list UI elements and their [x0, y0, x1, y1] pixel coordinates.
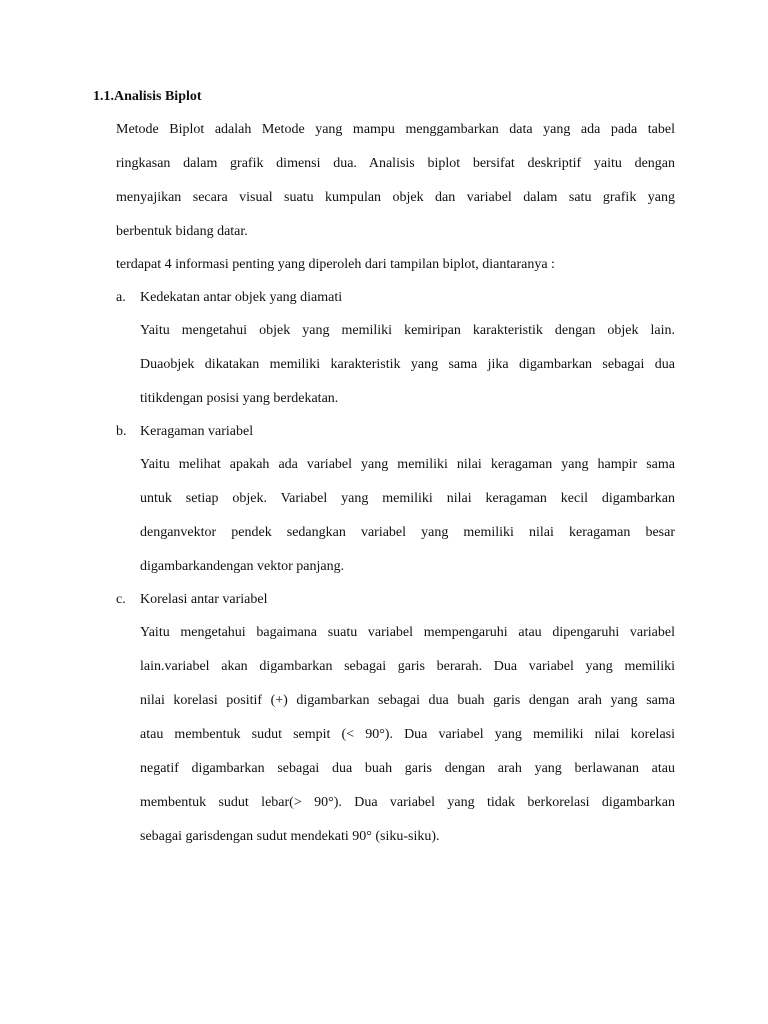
intro-line: menyajikan secara visual suatu kumpulan objek dan variabel dalam satu grafik yang — [116, 190, 675, 205]
info-intro-text: terdapat 4 informasi penting yang diperoleh dari tampilan biplot, diantaranya : — [116, 257, 555, 272]
item-b-paragraph — [140, 448, 675, 584]
intro-line: ringkasan dalam grafik dimensi dua. Analisis biplot bersifat deskriptif yaitu dengan — [116, 156, 675, 171]
paragraph-line: membentuk sudut lebar(> 90°). Dua variabel yang tidak berkorelasi digambarkan — [140, 795, 675, 810]
paragraph-line: negatif digambarkan sebagai dua buah garis dengan arah yang berlawanan atau — [140, 761, 675, 776]
section-heading: 1.1.Analisis Biplot — [93, 89, 202, 104]
intro-line: berbentuk bidang datar. — [116, 224, 248, 239]
paragraph-line: nilai korelasi positif (+) digambarkan sebagai dua buah garis dengan arah yang sama — [140, 693, 675, 708]
paragraph-line: denganvektor pendek sedangkan variabel yang memiliki nilai keragaman besar — [140, 525, 675, 540]
list-marker: c. — [116, 592, 126, 607]
list-marker: a. — [116, 290, 126, 305]
paragraph-line: digambarkandengan vektor panjang. — [140, 559, 345, 574]
paragraph-line: Yaitu melihat apakah ada variabel yang memiliki nilai keragaman yang hampir sama — [140, 457, 675, 472]
paragraph-line: lain.variabel akan digambarkan sebagai garis berarah. Dua variabel yang memiliki — [140, 659, 675, 674]
paragraph-line: Yaitu mengetahui bagaimana suatu variabel mempengaruhi atau dipengaruhi variabel — [140, 625, 675, 640]
intro-paragraph — [116, 113, 675, 249]
list-item-title: Kedekatan antar objek yang diamati — [140, 290, 343, 305]
paragraph-line: Yaitu mengetahui objek yang memiliki kemiripan karakteristik dengan objek lain. — [140, 323, 675, 338]
list-item-title: Keragaman variabel — [140, 424, 254, 439]
paragraph-line: Duaobjek dikatakan memiliki karakteristik yang sama jika digambarkan sebagai dua — [140, 357, 675, 372]
paragraph-line: untuk setiap objek. Variabel yang memiliki nilai keragaman kecil digambarkan — [140, 491, 675, 506]
item-a-paragraph — [140, 314, 675, 416]
paragraph-line: atau membentuk sudut sempit (< 90°). Dua variabel yang memiliki nilai korelasi — [140, 727, 675, 742]
item-c-paragraph — [140, 616, 675, 854]
intro-line: Metode Biplot adalah Metode yang mampu menggambarkan data yang ada pada tabel — [116, 122, 675, 137]
list-marker: b. — [116, 424, 127, 439]
paragraph-line: sebagai garisdengan sudut mendekati 90° (siku-siku). — [140, 829, 440, 844]
list-item-title: Korelasi antar variabel — [140, 592, 268, 607]
paragraph-line: titikdengan posisi yang berdekatan. — [140, 391, 339, 406]
